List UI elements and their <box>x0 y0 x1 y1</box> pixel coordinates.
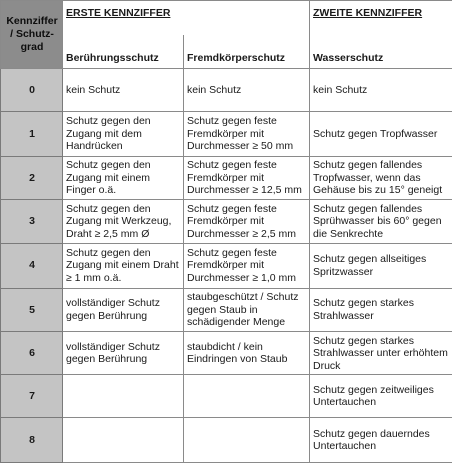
water-cell: Schutz gegen zeitweiliges Untertauchen <box>310 375 452 418</box>
water-cell: Schutz gegen starkes Strahlwasser unter erhöhtem Druck <box>310 332 452 375</box>
table-row <box>1 375 452 418</box>
header-row-columns <box>1 35 452 69</box>
table-row <box>1 69 452 112</box>
code-cell: 2 <box>1 157 63 200</box>
header-foreign-body-protection <box>184 35 310 69</box>
code-cell: 4 <box>1 243 63 288</box>
code-cell: 8 <box>1 418 63 463</box>
code-cell: 1 <box>1 112 63 157</box>
code-cell: 6 <box>1 332 63 375</box>
contact-cell: Schutz gegen den Zugang mit dem Handrücken <box>63 112 184 157</box>
contact-cell: Schutz gegen den Zugang mit einem Finger o.ä. <box>63 157 184 200</box>
water-cell: Schutz gegen fallendes Tropfwasser, wenn das Gehäuse bis zu 15° geneigt <box>310 157 452 200</box>
table-row <box>1 418 452 463</box>
contact-cell <box>63 418 184 463</box>
header-group-second-label: ZWEITE KENNZIFFER <box>313 7 423 19</box>
foreign-cell: Schutz gegen feste Fremdkörper mit Durchmesser ≥ 50 mm <box>184 112 310 157</box>
foreign-cell: kein Schutz <box>184 69 310 112</box>
header-code-label: Kennziffer / Schutz-grad <box>6 15 58 54</box>
header-contact-protection <box>63 35 184 69</box>
header-foreign-label: Fremdkörperschutz <box>187 51 286 64</box>
code-cell: 0 <box>1 69 63 112</box>
header-row-groups <box>1 1 452 36</box>
foreign-cell: Schutz gegen feste Fremdkörper mit Durchmesser ≥ 12,5 mm <box>184 157 310 200</box>
code-cell: 5 <box>1 288 63 332</box>
water-cell: Schutz gegen Tropfwasser <box>310 112 452 157</box>
water-cell: Schutz gegen dauerndes Untertauchen <box>310 418 452 463</box>
foreign-cell: staubdicht / kein Eindringen von Staub <box>184 332 310 375</box>
table-row <box>1 199 452 243</box>
header-group-first-label: ERSTE KENNZIFFER <box>66 7 171 19</box>
code-cell: 3 <box>1 199 63 243</box>
contact-cell: Schutz gegen den Zugang mit einem Draht ≥ 1 mm o.ä. <box>63 243 184 288</box>
table-row <box>1 157 452 200</box>
contact-cell: vollständiger Schutz gegen Berührung <box>63 288 184 332</box>
code-cell: 7 <box>1 375 63 418</box>
water-cell: Schutz gegen starkes Strahlwasser <box>310 288 452 332</box>
foreign-cell: Schutz gegen feste Fremdkörper mit Durchmesser ≥ 2,5 mm <box>184 199 310 243</box>
header-code-column <box>1 1 63 69</box>
table-row <box>1 112 452 157</box>
header-contact-label: Berührungsschutz <box>66 51 159 64</box>
header-water-protection <box>310 35 452 69</box>
foreign-cell: staubgeschützt / Schutz gegen Staub in schädigender Menge <box>184 288 310 332</box>
contact-cell: kein Schutz <box>63 69 184 112</box>
table-row <box>1 288 452 332</box>
contact-cell <box>63 375 184 418</box>
foreign-cell <box>184 418 310 463</box>
foreign-cell: Schutz gegen feste Fremdkörper mit Durchmesser ≥ 1,0 mm <box>184 243 310 288</box>
header-group-first-digit <box>63 1 310 36</box>
header-group-second-digit <box>310 1 452 36</box>
foreign-cell <box>184 375 310 418</box>
header-water-label: Wasserschutz <box>313 51 384 64</box>
table-row <box>1 243 452 288</box>
water-cell: kein Schutz <box>310 69 452 112</box>
table-row <box>1 332 452 375</box>
water-cell: Schutz gegen allseitiges Spritzwasser <box>310 243 452 288</box>
contact-cell: Schutz gegen den Zugang mit Werkzeug, Draht ≥ 2,5 mm Ø <box>63 199 184 243</box>
water-cell: Schutz gegen fallendes Sprühwasser bis 60° gegen die Senkrechte <box>310 199 452 243</box>
contact-cell: vollständiger Schutz gegen Berührung <box>63 332 184 375</box>
